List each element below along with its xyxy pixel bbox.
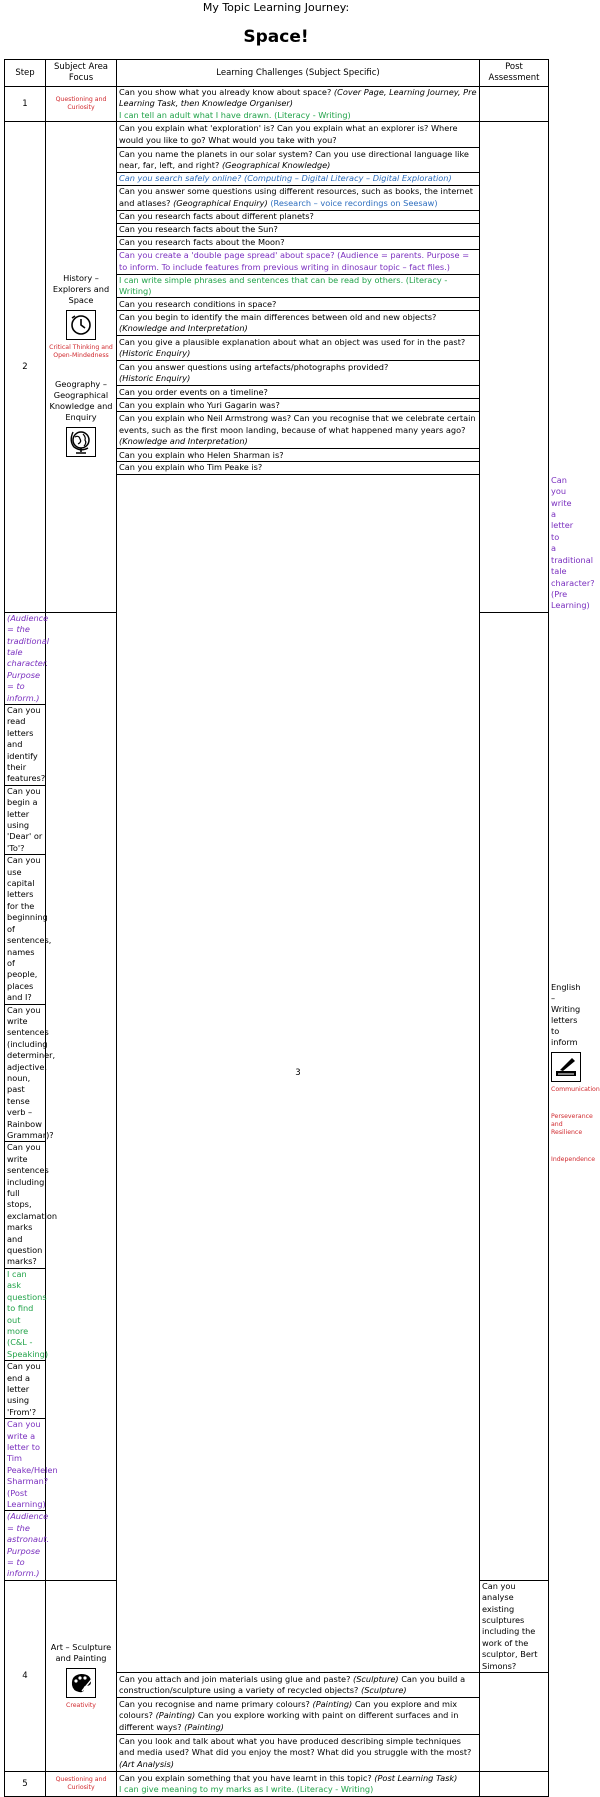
research-note: (Research – voice recordings on Seesaw) [270,197,438,208]
challenge-text: Can you answer questions using artefacts/photographs provided? [119,362,389,373]
challenge-note: (Sculpture) [353,1673,399,1684]
challenge-note: (Knowledge and Interpretation) [119,323,248,334]
literacy-objective: I can give meaning to my marks as I write. (Literacy - Writing) [119,1784,374,1795]
challenge-cell [117,1735,480,1772]
challenge-note: (Post Learning Task) [374,1772,458,1783]
col-header-subject: Subject Area Focus [46,60,117,87]
challenge-note: (Geographical Enquiry) [173,197,268,208]
challenge-text: Can you recognise and name primary colours? [119,1698,310,1709]
writing-task-cell: Can you write a letter to Tim Peake/Helen Sharman? (Post Learning) [5,1419,46,1511]
subject-cell [46,1580,117,1771]
col-header-step: Step [5,60,46,87]
col-header-challenges: Learning Challenges (Subject Specific) [117,60,480,87]
challenge-text: Can you explain something that you have learnt in this topic? [119,1772,372,1783]
step-number: 2 [5,122,46,613]
skill-label: Questioning and Curiosity [55,96,107,112]
challenge-cell [117,412,480,449]
challenge-note: (Knowledge and Interpretation) [119,436,248,447]
challenge-cell [117,148,480,173]
challenge-text: Can you look and talk about what you have produced describing simple techniques and media used? What did you enjoy the most? What did you struggle with the most? [119,1735,472,1758]
step-number: 1 [5,87,46,122]
challenge-cell: Can you use capital letters for the beginning of sentences, names of people, places and I? [5,855,46,1004]
challenge-note: (Art Analysis) [119,1758,174,1769]
challenge-text: Can you explore working with paint on different surfaces and in different ways? [119,1710,459,1732]
challenge-cell: Can you end a letter using 'From'? [5,1361,46,1419]
challenge-text: Can you build a construction/sculpture using a variety of recycled objects? [119,1673,466,1696]
topic-title: Space! [243,27,309,47]
challenge-cell: Can you explain who Tim Peake is? [117,462,480,474]
challenge-cell [117,336,480,361]
challenge-note: (Painting) [184,1721,224,1732]
step-number: 3 [117,474,480,1672]
clock-icon [66,310,96,340]
step-number: 5 [5,1772,46,1797]
subject-cell [46,1772,117,1797]
col-header-post: Post Assessment [480,60,549,87]
challenge-cell: Can you research conditions in space? [117,298,480,311]
challenge-note: (Painting) [155,1710,196,1721]
table-row [5,122,549,148]
subject-cell [46,122,117,613]
audience-purpose: (Audience = the astronaut. Purpose = to inform.) [5,1511,46,1580]
subject-cell [46,87,117,122]
challenge-cell [117,185,480,210]
literacy-objective: I can tell an adult what I have drawn. (Literacy - Writing) [119,109,351,120]
writing-task-cell: Can you create a 'double page spread' about space? (Audience = parents. Purpose = to inform. To include features from previous writing in dinosaur topic – fact files.) [117,249,480,274]
challenge-text: Can you attach and join materials using glue and paste? [119,1673,351,1684]
document-title: My Topic Learning Journey: [202,1,350,14]
subject-label-art: Art – Sculpture and Painting [50,1641,112,1663]
challenge-cell: Can you write sentences including full stops, exclamation marks and question marks? [5,1142,46,1268]
challenge-text: Can you explain who Neil Armstrong was? Can you recognise that we celebrate certain events, such as the first moon landing, because of what happened many years ago? [119,413,476,435]
challenge-text: Can you give a plausible explanation about what an object was used for in the past? [119,337,466,348]
challenge-cell: Can you research facts about the Sun? [117,223,480,236]
challenge-cell: Can you order events on a timeline? [117,386,480,399]
challenge-cell: Can you explain what 'exploration' is? Can you explain what an explorer is? Where would you like to go? What would you take with you? [117,122,480,148]
post-assessment-cell [480,122,549,613]
challenge-cell: Can you explain who Helen Sharman is? [117,449,480,462]
table-header-row [5,60,549,87]
challenge-text: Can you explore and mix colours? [119,1698,458,1721]
challenge-cell: Can you write sentences (including determiner, adjective, noun, past tense verb – Rainbow Grammar)? [5,1004,46,1142]
post-assessment-cell [480,1772,549,1797]
writing-hand-icon [551,1052,581,1082]
challenge-cell: Can you read letters and identify their features? [5,704,46,785]
challenge-cell [117,87,480,122]
challenge-note: (Historic Enquiry) [119,373,191,384]
subject-label-history: History – Explorers and Space [52,272,110,305]
literacy-objective: I can write simple phrases and sentences that can be read by others. (Literacy - Writing) [117,274,480,298]
challenge-text: Can you name the planets in our solar system? Can you use directional language like near, far, left, and right? [119,148,469,171]
audience-purpose: (Audience = the traditional tale character. Purpose = to inform.) [5,612,46,704]
skill-label: Critical Thinking and Open-Mindedness [49,343,113,359]
speaking-objective: I can ask questions to find out more (C&L - Speaking) [5,1268,46,1360]
challenge-cell [117,1673,480,1698]
step-number: 4 [5,1580,46,1771]
challenge-note: (Sculpture) [361,1685,407,1696]
challenge-cell [117,1772,480,1797]
subject-label-geography: Geography – Geographical Knowledge and Enquiry [49,378,113,422]
challenge-cell: Can you research facts about the Moon? [117,236,480,249]
challenge-cell [117,1698,480,1735]
challenge-text: Can you show what you already know about space? [119,87,332,97]
skill-label: Creativity [66,1701,96,1709]
post-assessment-cell [480,87,549,122]
table-row [5,1772,549,1797]
challenge-note: (Historic Enquiry) [119,348,191,359]
table-row [5,87,549,122]
challenge-cell [117,311,480,336]
challenge-note: (Cover Page, Learning Journey, Pre Learning Task, then Knowledge Organiser) [119,87,477,109]
challenge-cell: Can you begin a letter using 'Dear' or 'To'? [5,785,46,854]
challenge-cell [117,361,480,386]
learning-journey-table [4,59,600,1797]
challenge-cell: Can you research facts about different planets? [117,210,480,223]
globe-icon [66,427,96,457]
table-row: 3 English – Writing letters to inform Communication Perseverance and Resilience Independence Can you write a letter to a traditional tale character? (Pre Learning) [5,474,549,612]
computing-objective: Can you search safely online? (Computing – Digital Literacy – Digital Exploration) [117,173,480,185]
challenge-cell: Can you analyse existing sculptures including the work of the sculptor, Bert Simons? [480,1580,549,1672]
challenge-text: Can you begin to identify the main differences between old and new objects? [119,312,437,323]
paint-palette-icon [66,1668,96,1698]
challenge-note: (Painting) [312,1698,353,1709]
skill-label: Questioning and Curiosity [55,1776,107,1792]
challenge-text: Can you answer some questions using different resources, such as books, the internet and atlases? [119,186,473,208]
challenge-note: (Geographical Knowledge) [221,160,331,171]
challenge-cell: Can you explain who Yuri Gagarin was? [117,399,480,412]
